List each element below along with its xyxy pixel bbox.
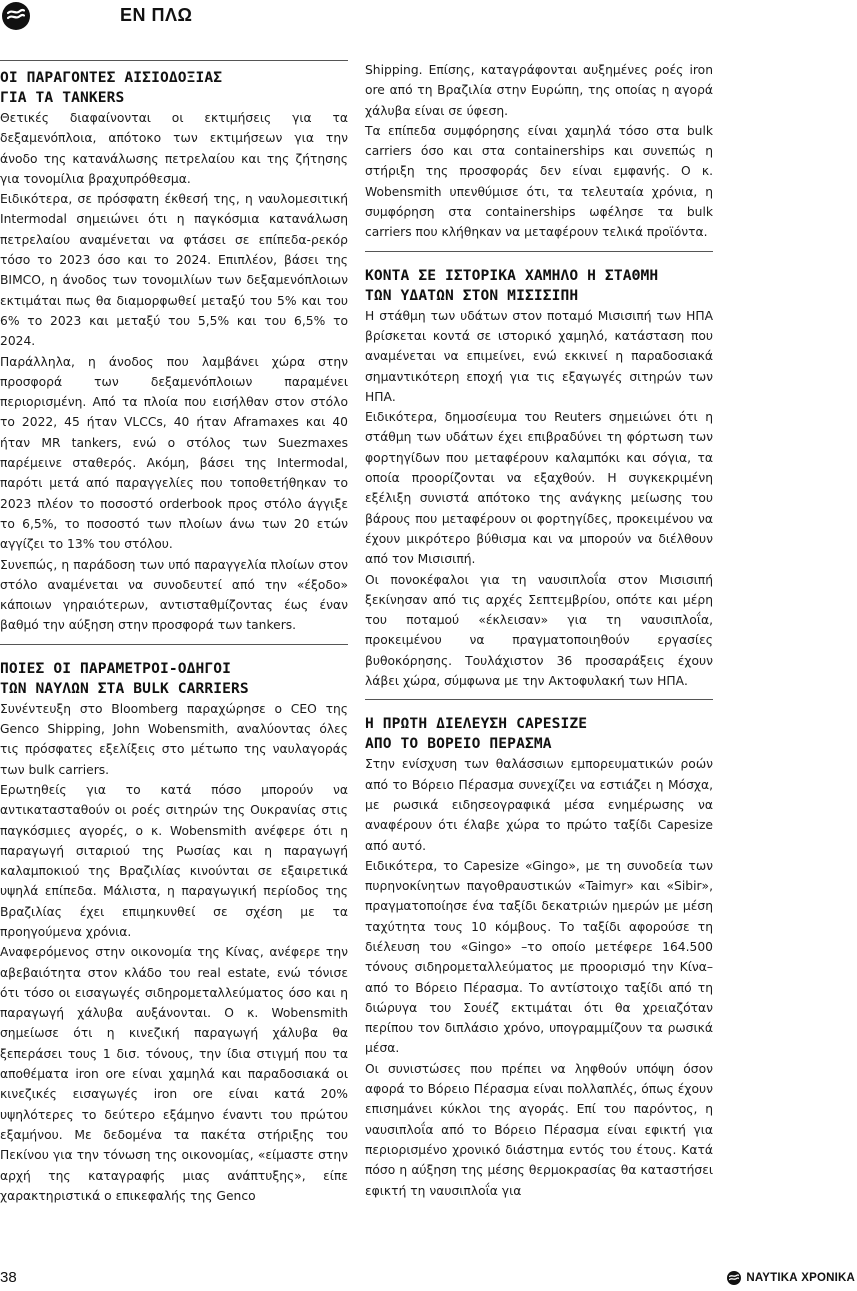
section-title: ΕΝ ΠΛΩ [120,5,193,25]
section-bulk-carriers [0,659,348,1206]
section-mississippi [365,266,713,692]
brand-name: ΝΑΥΤΙΚΑ ΧΡΟΝΙΚΑ [746,1272,855,1284]
body-paragraph: Η στάθμη των υδάτων στον ποταμό Μισισιπή των ΗΠΑ βρίσκεται κοντά σε ιστορικό χαμηλό, κατάσταση που αναμένεται να επιμείνει, ενώ εκκινεί η παραδοσιακά σημαντικότερη εποχή για τις εξαγωγές σιτηρών των ΗΠΑ. [365,308,713,404]
page-footer [0,1268,857,1290]
wave-logo-icon [727,1271,741,1285]
heading-line: ΓΙΑ ΤΑ TANKERS [0,89,125,106]
body-paragraph: Τα επίπεδα συμφόρησης είναι χαμηλά τόσο στα bulk carriers όσο και στα containerships και συνεπώς η στήριξη της προσφοράς δεν είναι εμφανής. Ο κ. Wobensmith υπενθύμισε ότι, τα τελευταία χρόνια, η συμφόρηση στα containerships ωφέλησε τα bulk carriers που κλήθηκαν να μεταφέρουν τελικά προϊόντα. [365,123,713,240]
section-bulk-carriers-continued [365,60,713,243]
body-paragraph: Στην ενίσχυση των θαλάσσιων εμπορευματικών ροών από το Βόρειο Πέρασμα συνεχίζει να εστιάζει η Μόσχα, με ρωσικά ειδησεογραφικά μέσα ενημέρωσης να αναφέρουν ότι έλαβε χώρα το πρώτο ταξίδι Capesize από αυτό. [365,757,713,853]
section-divider [0,644,348,645]
body-paragraph: Οι πονοκέφαλοι για τη ναυσιπλοΐα στον Μισισιπή ξεκίνησαν από τις αρχές Σεπτεμβρίου, οπότε και μέρη του ποταμού «έκλεισαν» για τη ναυσιπλοΐα, προκειμένου να πραγματοποιηθούν εργασίες βυθοκόρησης. Τουλάχιστον 36 προσαράξεις έχουν λάβει χώρα, σύμφωνα με την Ακτοφυλακή των ΗΠΑ. [365,572,713,689]
body-paragraph: Ερωτηθείς για το κατά πόσο μπορούν να αντικατασταθούν οι ροές σιτηρών της Ουκρανίας στις παγκόσμιες αγορές, ο κ. Wobensmith ανέφερε ότι η παραγωγή σιταριού της Ρωσίας και η παραγωγή καλαμποκιού της Βραζιλίας κινούνται σε εξαιρετικά υψηλά επίπεδα. Μάλιστα, η παραγωγική περίοδος της Βραζιλίας έχει επιμηκυνθεί σε σχέση με τα προηγούμενα χρόνια. [0,782,348,939]
wave-logo-glyph [7,8,25,24]
body-paragraph: Shipping. Επίσης, καταγράφονται αυξημένες ροές iron ore από τη Βραζιλία στην Ευρώπη, της οποίας η αγορά χάλυβα είναι σε ύφεση. [365,63,713,118]
body-paragraph: Θετικές διαφαίνονται οι εκτιμήσεις για τα δεξαμενόπλοια, απότοκο των εκτιμήσεων για την άνοδο της κατανάλωσης πετρελαίου και της ζήτησης για τονομίλια βραχυπρόθεσμα. [0,111,348,186]
publication-brand [727,1271,855,1285]
heading-line: ΤΩΝ ΥΔΑΤΩΝ ΣΤΟΝ ΜΙΣΙΣΙΠΗ [365,286,579,304]
heading-line: ΟΙ ΠΑΡΑΓΟΝΤΕΣ ΑΙΣΙΟΔΟΞΙΑΣ [0,69,223,86]
body-paragraph: Συνέντευξη στο Bloomberg παραχώρησε ο CEO της Genco Shipping, John Wobensmith, αναλύοντας όλες τις πρόσφατες εξελίξεις στο μέτωπο της ναυλαγοράς των bulk carriers. [0,701,348,777]
left-column [0,60,348,1206]
heading-line: ΠΟΙΕΣ ΟΙ ΠΑΡΑΜΕΤΡΟΙ-ΟΔΗΓΟΙ [0,659,232,677]
section-divider [365,251,713,252]
section-divider [365,699,713,700]
section-divider [0,60,348,61]
section-tankers [0,68,348,636]
body-paragraph: Ειδικότερα, σε πρόσφατη έκθεσή της, η ναυλομεσιτική Intermodal σημειώνει ότι η παγκόσμια κατανάλωση πετρελαίου αναμένεται να φτάσει σε επίπεδα-ρεκόρ τόσο το 2023 όσο και το 2024. Επιπλέον, βάσει της BIMCO, η άνοδος των τονομιλίων των δεξαμενόπλοιων εκτιμάται πως θα διαμορφωθεί μεταξύ του 5% και του 6% το 2023 και μεταξύ του 5,5% και του 6,5% το 2024. [0,192,348,349]
section-heading [0,659,348,699]
wave-logo-glyph [729,1274,739,1282]
section-heading [365,714,713,754]
heading-line: ΤΩΝ ΝΑΥΛΩΝ ΣΤΑ BULK CARRIERS [0,679,249,697]
body-paragraph: Αναφερόμενος στην οικονομία της Κίνας, ανέφερε την αβεβαιότητα στον κλάδο του real estate, ενώ τόνισε ότι τόσο οι εισαγωγές σιδηρομεταλλεύματος όσο και η παραγωγή χάλυβα αυξάνονται. Ο κ. Wobensmith σημείωσε ότι η κινεζική παραγωγή χάλυβα θα ξεπεράσει τους 1 δισ. τόνους, την ίδια στιγμή που τα αποθέματα iron ore είναι χαμηλά και παραδοσιακά οι κινεζικές εισαγωγές iron ore είναι κατά 20% υψηλότερες το δεύτερο εξάμηνο έναντι του πρώτου εξαμήνου. Με δεδομένα τα πακέτα στήριξης του Πεκίνου για την τόνωση της οικονομίας, «είμαστε στην αρχή της καταγραφής μιας ανάπτυξης», είπε χαρακτηριστικά ο επικεφαλής της Genco [0,945,348,1203]
body-paragraph: Παράλληλα, η άνοδος που λαμβάνει χώρα στην προσφορά των δεξαμενόπλοιων παραμένει περιορισμένη. Από τα πλοία που εισήλθαν στον στόλο το 2022, 45 ήταν VLCCs, 40 ήταν Aframaxes και 40 ήταν MR tankers, ενώ ο στόλος των Suezmaxes παρέμεινε σταθερός. Ακόμη, βάσει της Intermodal, παρότι μετά από παραγγελίες που τοποθετήθηκαν το 2023 πλέον το ποσοστό orderbook προς στόλο άγγιξε το 6,5%, το ποσοστό των πλοίων άνω των 20 ετών αγγίζει το 13% του στόλου. [0,354,348,552]
heading-line: ΑΠΟ ΤΟ ΒΟΡΕΙΟ ΠΕΡΑΣΜΑ [365,735,552,753]
wave-logo-icon [2,2,30,30]
section-heading [0,68,348,108]
body-paragraph: Ειδικότερα, δημοσίευμα του Reuters σημειώνει ότι η στάθμη των υδάτων έχει επιβραδύνει τη φόρτωση των φορτηγίδων που μεταφέρουν καλαμπόκι και σόγια, τα οποία προορίζονται να εξαχθούν. Η συγκεκριμένη εξέλιξη συνιστά απότοκο της ανάγκης μείωσης του βάρους που μεταφέρουν οι φορτηγίδες, προκειμένου να έχουν μικρότερο βύθισμα και να μπορούν να διέλθουν από τον Μισισιπή. [365,410,713,567]
heading-line: ΚΟΝΤΑ ΣΕ ΙΣΤΟΡΙΚΑ ΧΑΜΗΛΟ Η ΣΤΑΘΜΗ [365,266,659,284]
body-paragraph: Συνεπώς, η παράδοση των υπό παραγγελία πλοίων στον στόλο αναμένεται να συνοδευτεί από την «έξοδο» κάποιων γηραιότερων, αντισταθμίζοντας έως έναν βαθμό την αύξηση στην προσφορά των tankers. [0,557,348,633]
section-heading [365,266,713,306]
body-paragraph: Ειδικότερα, το Capesize «Gingo», με τη συνοδεία των πυρηνοκίνητων παγοθραυστικών «Taimyr» και «Sibir», πραγματοποίησε ένα ταξίδι δεκατριών ημερών με μέση ταχύτητα τους 10 κόμβους. Το ταξίδι αφορούσε τη διέλευση του «Gingo» –το οποίο μετέφερε 164.500 τόνους σιδηρομεταλλεύματος με προορισμό την Κίνα– από το Βόρειο Πέρασμα. Το αντίστοιχο ταξίδι από τη διώρυγα του Σουέζ εκτιμάται ότι θα χρειαζόταν περίπου τον διπλάσιο χρόνο, υπογραμμίζουν τα ρωσικά μέσα. [365,858,713,1056]
page-header [0,0,857,34]
body-paragraph: Οι συνιστώσες που πρέπει να ληφθούν υπόψη όσον αφορά το Βόρειο Πέρασμα είναι πολλαπλές, όπως έχουν επισημάνει κύκλοι της αγοράς. Επί του παρόντος, η ναυσιπλοΐα από το Βόρειο Πέρασμα είναι εφικτή για περιορισμένο χρονικό διάστημα εντός του έτους. Κατά πόσο η αύξηση της μέσης θερμοκρασίας θα καταστήσει εφικτή τη ναυσιπλοΐα για [365,1061,713,1198]
right-column [365,60,713,1201]
page-number: 38 [0,1269,17,1286]
heading-line: Η ΠΡΩΤΗ ΔΙΕΛΕΥΣΗ CAPESIZE [365,715,588,733]
section-capesize [365,714,713,1201]
